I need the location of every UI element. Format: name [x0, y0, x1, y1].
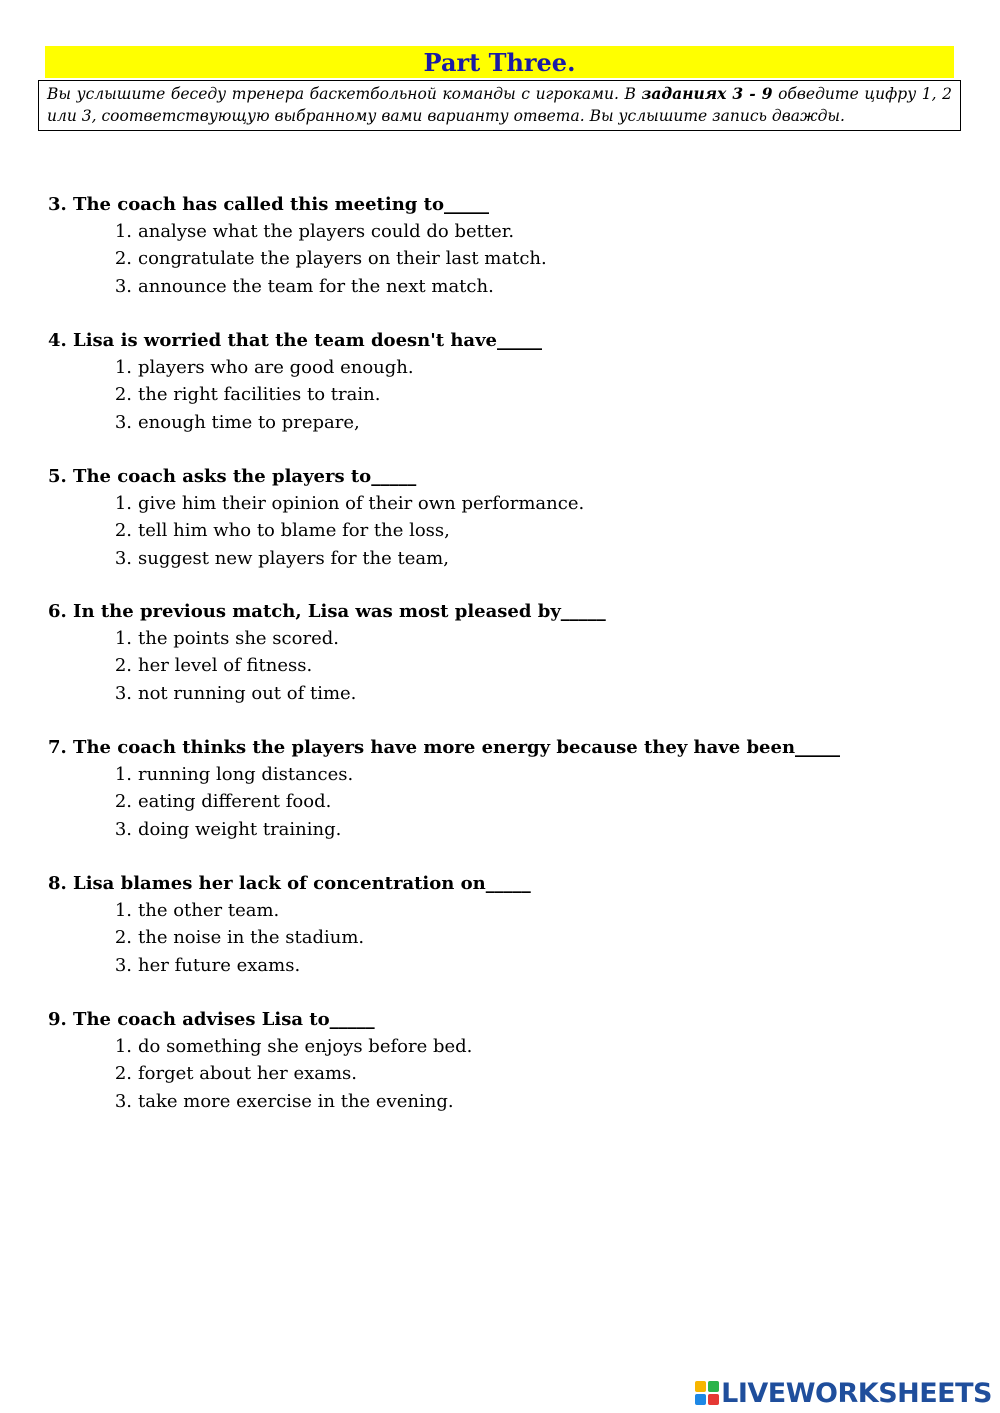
option-text: her future exams.: [138, 954, 301, 976]
answer-option[interactable]: [48, 761, 968, 788]
option-number: 3.: [114, 411, 132, 433]
option-number: 3.: [114, 954, 132, 976]
option-text: announce the team for the next match.: [138, 275, 494, 297]
option-text: do something she enjoys before bed.: [138, 1036, 473, 1057]
question-stem: 4. Lisa is worried that the team doesn't have_____: [48, 330, 542, 351]
question-9: [48, 1006, 968, 1115]
option-number: 1.: [114, 1036, 132, 1057]
option-text: suggest new players for the team,: [138, 547, 449, 569]
option-number: 1.: [114, 221, 132, 242]
option-text: doing weight training.: [138, 818, 342, 840]
option-number: 2.: [114, 520, 132, 542]
option-number: 1.: [114, 900, 132, 921]
question-3: [48, 191, 968, 300]
answer-option[interactable]: [48, 354, 968, 381]
question-stem: 3. The coach has called this meeting to_____: [48, 194, 489, 215]
option-number: 1.: [114, 764, 132, 785]
answer-option[interactable]: [48, 218, 968, 245]
logo-square: [708, 1394, 719, 1405]
instructions-bold: заданиях 3 - 9: [641, 84, 773, 103]
logo-square: [695, 1381, 706, 1392]
question-5: [48, 463, 968, 572]
answer-option[interactable]: [48, 625, 968, 652]
option-text: analyse what the players could do better.: [138, 221, 515, 242]
question-7: [48, 734, 968, 843]
option-number: 1.: [114, 493, 132, 514]
option-number: 1.: [114, 628, 132, 649]
option-text: take more exercise in the evening.: [138, 1090, 454, 1112]
question-stem: 8. Lisa blames her lack of concentration on_____: [48, 873, 531, 894]
answer-option[interactable]: [48, 897, 968, 924]
instructions-text-1: Вы услышите беседу тренера баскетбольной команды с игроками. В: [47, 85, 642, 103]
answer-option[interactable]: [48, 517, 968, 544]
option-text: the noise in the stadium.: [138, 927, 365, 949]
logo-text: LIVEWORKSHEETS: [721, 1377, 992, 1409]
answer-option[interactable]: [48, 652, 968, 679]
answer-option[interactable]: [48, 381, 968, 408]
instructions-text-2: обведите цифру 1, 2 или 3, соответствующую выбранному вами варианту ответа. Вы услышите запись дважды.: [47, 85, 952, 125]
answer-option[interactable]: [48, 1088, 968, 1115]
option-text: tell him who to blame for the loss,: [138, 520, 450, 542]
answer-option[interactable]: [48, 409, 968, 436]
answer-option[interactable]: [48, 1033, 968, 1060]
option-text: the other team.: [138, 900, 280, 921]
option-number: 2.: [114, 927, 132, 949]
question-8: [48, 870, 968, 979]
liveworksheets-logo-icon: [695, 1381, 719, 1405]
option-number: 3.: [114, 547, 132, 569]
question-stem: 5. The coach asks the players to_____: [48, 466, 417, 487]
question-stem: 7. The coach thinks the players have more energy because they have been_____: [48, 737, 841, 758]
logo-square: [695, 1394, 706, 1405]
answer-option[interactable]: [48, 680, 968, 707]
option-text: enough time to prepare,: [138, 411, 360, 433]
option-number: 3.: [114, 682, 132, 704]
question-stem: 9. The coach advises Lisa to_____: [48, 1009, 375, 1030]
answer-option[interactable]: [48, 245, 968, 272]
answer-option[interactable]: [48, 952, 968, 979]
answer-option[interactable]: [48, 788, 968, 815]
option-number: 2.: [114, 384, 132, 406]
option-text: give him their opinion of their own performance.: [138, 493, 585, 514]
option-text: eating different food.: [138, 791, 332, 813]
answer-option[interactable]: [48, 490, 968, 517]
instructions-box: [38, 80, 961, 131]
option-text: players who are good enough.: [138, 357, 414, 378]
option-text: not running out of time.: [138, 682, 357, 704]
option-number: 2.: [114, 791, 132, 813]
option-text: the points she scored.: [138, 628, 339, 649]
answer-option[interactable]: [48, 816, 968, 843]
option-text: her level of fitness.: [138, 655, 313, 677]
question-4: [48, 327, 968, 436]
option-number: 2.: [114, 655, 132, 677]
logo-square: [708, 1381, 719, 1392]
option-number: 1.: [114, 357, 132, 378]
answer-option[interactable]: [48, 273, 968, 300]
option-number: 3.: [114, 1090, 132, 1112]
option-number: 3.: [114, 275, 132, 297]
option-number: 3.: [114, 818, 132, 840]
liveworksheets-logo: [695, 1377, 992, 1409]
option-number: 2.: [114, 248, 132, 270]
option-text: forget about her exams.: [138, 1063, 358, 1085]
question-stem: 6. In the previous match, Lisa was most pleased by_____: [48, 601, 606, 622]
answer-option[interactable]: [48, 924, 968, 951]
option-number: 2.: [114, 1063, 132, 1085]
option-text: the right facilities to train.: [138, 384, 381, 406]
option-text: congratulate the players on their last match.: [138, 248, 547, 270]
answer-option[interactable]: [48, 545, 968, 572]
option-text: running long distances.: [138, 764, 354, 785]
question-6: [48, 598, 968, 707]
page-title: Part Three.: [45, 46, 954, 78]
answer-option[interactable]: [48, 1060, 968, 1087]
